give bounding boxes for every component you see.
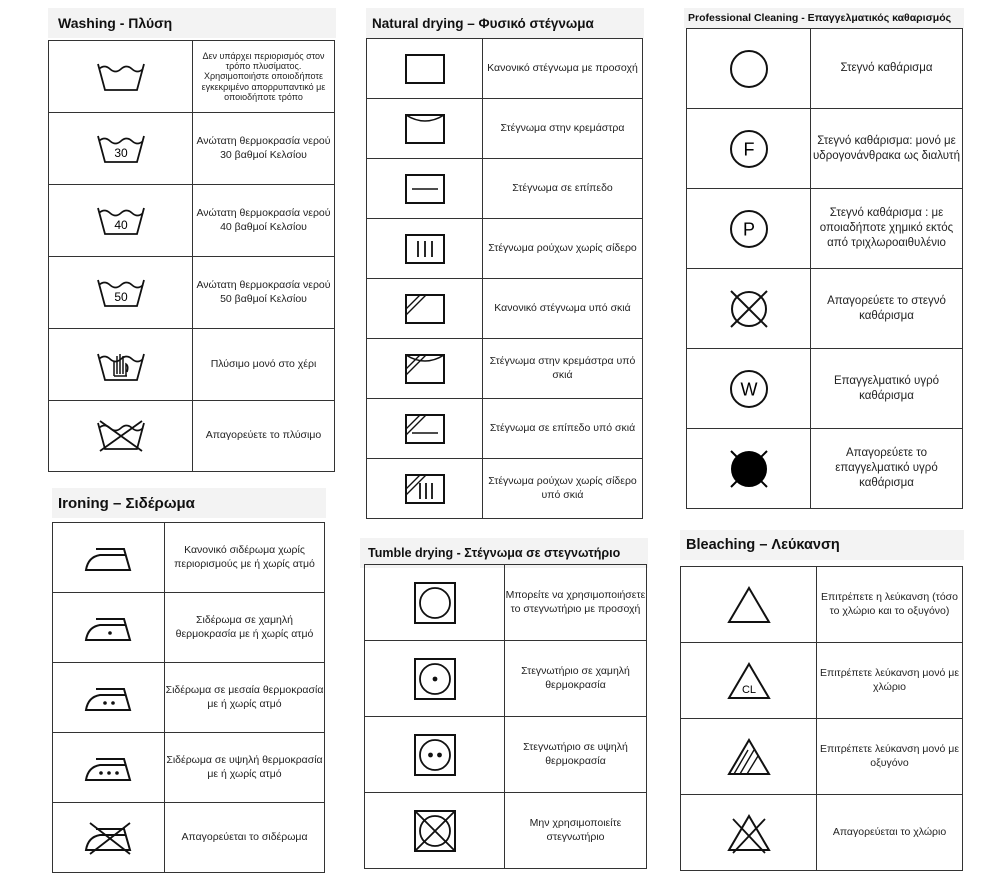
table-row bbox=[53, 803, 325, 873]
table-row bbox=[49, 185, 335, 257]
ironing-text-3: Σιδέρωμα σε υψηλή θερμοκρασία με ή χωρίς ατμό bbox=[165, 733, 325, 803]
tumble-drying-title: Tumble drying - Στέγνωμα σε στεγνωτήριο bbox=[360, 538, 648, 568]
table-row bbox=[687, 429, 963, 509]
tumble-dry-icon bbox=[412, 581, 458, 625]
natural-drying-text-7: Στέγνωμα ρούχων χωρίς σίδερο υπό σκιά bbox=[483, 459, 643, 519]
professional-cleaning-text-1: Στεγνό καθάρισμα: μονό με υδρογονάνθρακα ως διαλυτή bbox=[811, 109, 963, 189]
natural-drying-text-6: Στέγνωμα σε επίπεδο υπό σκιά bbox=[483, 399, 643, 459]
drip-dry-icon bbox=[404, 233, 446, 265]
table-row bbox=[367, 39, 643, 99]
do-not-iron-icon bbox=[82, 820, 136, 856]
hand-wash-icon bbox=[96, 346, 146, 384]
table-row bbox=[53, 523, 325, 593]
washing-text-1: Ανώτατη θερμοκρασία νερού 30 βαθμοί Κελσίου bbox=[193, 113, 335, 185]
natural-drying-table bbox=[366, 38, 643, 519]
natural-drying-text-2: Στέγνωμα σε επίπεδο bbox=[483, 159, 643, 219]
table-row bbox=[681, 719, 963, 795]
do-not-wet-clean-icon bbox=[725, 445, 773, 493]
washing-text-4: Πλύσιμο μονό στο χέρι bbox=[193, 329, 335, 401]
table-row bbox=[367, 159, 643, 219]
table-row bbox=[367, 339, 643, 399]
bleaching-text-3: Απαγορεύεται το χλώριο bbox=[817, 795, 963, 871]
table-row bbox=[49, 329, 335, 401]
washing-text-0: Δεν υπάρχει περιορισμός στον τρόπο πλυσίματος. Χρησιμοποιήστε οποιοδήποτε εγκεκριμένο απορρυπαντικό με οποιοδήποτε τρόπο bbox=[193, 41, 335, 113]
professional-cleaning-text-5: Απαγορεύετε το επαγγελματικό υγρό καθάρισμα bbox=[811, 429, 963, 509]
bleaching-text-1: Επιτρέπετε λεύκανση μονό με χλώριο bbox=[817, 643, 963, 719]
iron-high-icon bbox=[82, 753, 136, 783]
iron-icon bbox=[82, 543, 136, 573]
professional-cleaning-panel bbox=[684, 8, 964, 508]
washing-text-2: Ανώτατη θερμοκρασία νερού 40 βαθμοί Κελσίου bbox=[193, 185, 335, 257]
professional-cleaning-text-4: Επαγγελματικό υγρό καθάρισμα bbox=[811, 349, 963, 429]
table-row bbox=[367, 399, 643, 459]
bleaching-panel bbox=[680, 530, 964, 874]
table-row bbox=[49, 257, 335, 329]
line-dry-shade-icon bbox=[404, 353, 446, 385]
wash-40-icon bbox=[96, 204, 146, 238]
table-row bbox=[53, 663, 325, 733]
table-row bbox=[367, 459, 643, 519]
table-row bbox=[687, 29, 963, 109]
wash-30-icon bbox=[96, 132, 146, 166]
iron-medium-icon bbox=[82, 683, 136, 713]
washing-panel bbox=[48, 8, 336, 468]
tumble-dry-high-icon bbox=[412, 733, 458, 777]
bleach-cl-label: CL bbox=[741, 683, 756, 696]
table-row bbox=[365, 565, 647, 641]
table-row bbox=[365, 793, 647, 869]
wash-tub-icon bbox=[96, 60, 146, 94]
table-row bbox=[681, 567, 963, 643]
table-row bbox=[53, 733, 325, 803]
ironing-text-2: Σιδέρωμα σε μεσαία θερμοκρασία με ή χωρίς ατμό bbox=[165, 663, 325, 733]
natural-drying-text-0: Κανονικό στέγνωμα με προσοχή bbox=[483, 39, 643, 99]
do-not-tumble-dry-icon bbox=[410, 807, 460, 855]
wet-clean-w-icon bbox=[727, 367, 771, 411]
washing-text-5: Απαγορεύετε το πλύσιμο bbox=[193, 401, 335, 472]
table-row bbox=[365, 717, 647, 793]
tumble-drying-text-2: Στεγνωτήριο σε υψηλή θερμοκρασία bbox=[505, 717, 647, 793]
bleaching-table bbox=[680, 566, 963, 871]
bleach-cl-icon bbox=[726, 661, 772, 701]
wet-clean-letter: W bbox=[740, 379, 757, 399]
tumble-drying-table bbox=[364, 564, 647, 869]
dry-shade-icon bbox=[404, 293, 446, 325]
table-row bbox=[49, 41, 335, 113]
table-row bbox=[687, 349, 963, 429]
ironing-table bbox=[52, 522, 325, 873]
natural-drying-text-1: Στέγνωμα στην κρεμάστρα bbox=[483, 99, 643, 159]
ironing-text-0: Κανονικό σιδέρωμα χωρίς περιορισμούς με ή χωρίς ατμό bbox=[165, 523, 325, 593]
table-row bbox=[687, 269, 963, 349]
table-row bbox=[687, 109, 963, 189]
table-row bbox=[49, 113, 335, 185]
line-dry-icon bbox=[404, 113, 446, 145]
table-row bbox=[367, 279, 643, 339]
professional-cleaning-title: Professional Cleaning - Επαγγελματικός καθαρισμός bbox=[684, 8, 964, 28]
table-row bbox=[367, 99, 643, 159]
ironing-text-4: Απαγορεύεται το σιδέρωμα bbox=[165, 803, 325, 873]
do-not-wash-icon bbox=[96, 419, 146, 453]
ironing-text-1: Σιδέρωμα σε χαμηλή θερμοκρασία με ή χωρίς ατμό bbox=[165, 593, 325, 663]
washing-table bbox=[48, 40, 335, 472]
natural-drying-title: Natural drying – Φυσικό στέγνωμα bbox=[366, 8, 644, 38]
dry-clean-letter: P bbox=[742, 219, 755, 239]
dry-square-icon bbox=[404, 53, 446, 85]
natural-drying-text-4: Κανονικό στέγνωμα υπό σκιά bbox=[483, 279, 643, 339]
ironing-title: Ironing – Σιδέρωμα bbox=[52, 488, 326, 518]
professional-cleaning-table bbox=[686, 28, 963, 509]
wash-50-icon bbox=[96, 276, 146, 310]
bleach-oxygen-icon bbox=[726, 737, 772, 777]
bleaching-text-2: Επιτρέπετε λεύκανση μονό με οξυγόνο bbox=[817, 719, 963, 795]
drip-dry-shade-icon bbox=[404, 473, 446, 505]
iron-low-icon bbox=[82, 613, 136, 643]
dry-flat-shade-icon bbox=[404, 413, 446, 445]
tumble-drying-text-3: Μην χρησιμοποιείτε στεγνωτήριο bbox=[505, 793, 647, 869]
washing-text-3: Ανώτατη θερμοκρασία νερού 50 βαθμοί Κελσίου bbox=[193, 257, 335, 329]
professional-cleaning-text-0: Στεγνό καθάρισμα bbox=[811, 29, 963, 109]
table-row bbox=[365, 641, 647, 717]
do-not-bleach-icon bbox=[725, 811, 773, 855]
bleaching-text-0: Επιτρέπετε η λεύκανση (τόσο το χλώριο και το οξυγόνο) bbox=[817, 567, 963, 643]
wash-temp-label: 30 bbox=[113, 145, 128, 160]
tumble-dry-low-icon bbox=[412, 657, 458, 701]
dry-flat-icon bbox=[404, 173, 446, 205]
table-row bbox=[367, 219, 643, 279]
natural-drying-text-3: Στέγνωμα ρούχων χωρίς σίδερο bbox=[483, 219, 643, 279]
bleach-icon bbox=[726, 585, 772, 625]
tumble-drying-panel bbox=[360, 538, 648, 874]
dry-clean-p-icon bbox=[727, 207, 771, 251]
table-row bbox=[49, 401, 335, 472]
dry-clean-icon bbox=[727, 47, 771, 91]
dry-clean-f-icon bbox=[727, 127, 771, 171]
do-not-dry-clean-icon bbox=[725, 285, 773, 333]
table-row bbox=[687, 189, 963, 269]
table-row bbox=[53, 593, 325, 663]
professional-cleaning-text-2: Στεγνό καθάρισμα : με οποιαδήποτε χημικό εκτός από τριχλωροαιθυλένιο bbox=[811, 189, 963, 269]
tumble-drying-text-1: Στεγνωτήριο σε χαμηλή θερμοκρασία bbox=[505, 641, 647, 717]
dry-clean-letter: F bbox=[743, 139, 754, 159]
professional-cleaning-text-3: Απαγορεύετε το στεγνό καθάρισμα bbox=[811, 269, 963, 349]
washing-title: Washing - Πλύση bbox=[48, 8, 336, 38]
wash-temp-label: 50 bbox=[113, 289, 128, 304]
table-row bbox=[681, 643, 963, 719]
table-row bbox=[681, 795, 963, 871]
wash-temp-label: 40 bbox=[113, 217, 128, 232]
natural-drying-panel bbox=[366, 8, 644, 520]
tumble-drying-text-0: Μπορείτε να χρησιμοποιήσετε το στεγνωτήριο με προσοχή bbox=[505, 565, 647, 641]
ironing-panel bbox=[52, 488, 326, 872]
bleaching-title: Bleaching – Λεύκανση bbox=[680, 530, 964, 560]
natural-drying-text-5: Στέγνωμα στην κρεμάστρα υπό σκιά bbox=[483, 339, 643, 399]
